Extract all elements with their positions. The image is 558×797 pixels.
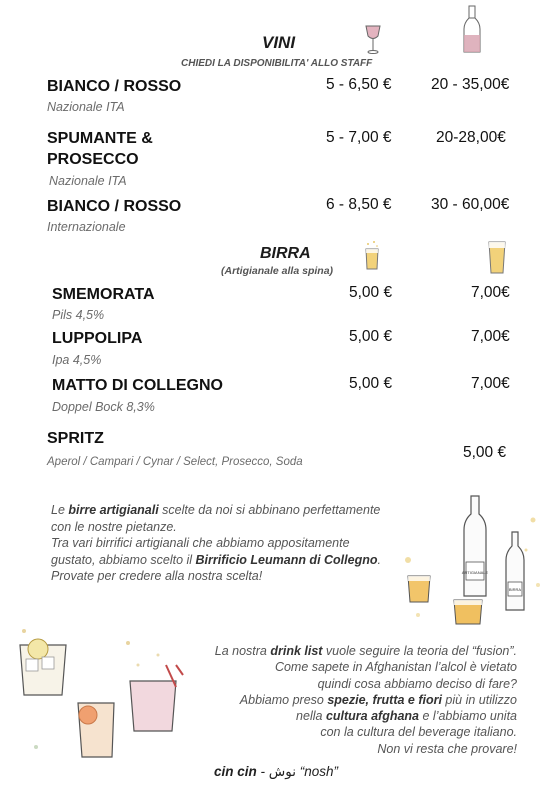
wine-bottle-price: 20-28,00€: [436, 129, 506, 146]
beer-large-price: 7,00€: [471, 328, 510, 345]
beer-large-price: 7,00€: [471, 284, 510, 301]
beer-small-price: 5,00 €: [349, 375, 393, 392]
beer-small-price: 5,00 €: [349, 328, 393, 345]
beer-large-price: 7,00€: [471, 375, 510, 392]
large-beer-glass-icon: [486, 240, 508, 276]
wine-glass-price: 5 - 7,00 €: [326, 129, 392, 146]
wine-bottle-price: 30 - 60,00€: [431, 196, 510, 213]
beer-item-name: MATTO DI COLLEGNO: [52, 377, 223, 394]
beer-item-desc: Doppel Bock 8,3%: [52, 400, 155, 414]
wine-item-name: BIANCO / ROSSO: [47, 78, 182, 95]
wine-item-desc: Internazionale: [47, 220, 126, 234]
wine-glass-price: 5 - 6,50 €: [326, 76, 392, 93]
spritz-name: SPRITZ: [47, 430, 104, 447]
section-subtitle-birra: (Artigianale alla spina): [221, 265, 334, 277]
wine-glass-price: 6 - 8,50 €: [326, 196, 392, 213]
wine-item-name-line2: PROSECCO: [47, 151, 139, 168]
footer-cheers: cin cin - نوش “nosh”: [214, 764, 339, 779]
beer-note: Le birre artigianali scelte da noi si abbinano perfettamente con le nostre pietanze. Tra vari birrifici artigianali che abbiamo appositamente gustato, abbiamo scelto il Birrificio Leumann di Collegno. Provate per credere alla nostra scelta!: [51, 503, 381, 583]
wine-item-desc: Nazionale ITA: [47, 100, 125, 114]
section-subtitle-vini: CHIEDI LA DISPONIBILITA' ALLO STAFF: [181, 58, 373, 69]
wine-item-name: SPUMANTE &: [47, 130, 153, 147]
small-beer-glass-icon: [362, 240, 382, 272]
bottle-label-b: BIRRA: [508, 587, 522, 592]
section-title-vini: VINI: [262, 33, 296, 52]
spritz-desc: Aperol / Campari / Cynar / Select, Prosecco, Soda: [47, 456, 303, 468]
beer-bottles-illustration: [398, 490, 550, 630]
wine-bottle-icon: [461, 5, 483, 55]
wine-bottle-price: 20 - 35,00€: [431, 76, 510, 93]
beer-item-desc: Ipa 4,5%: [52, 353, 102, 367]
wine-item-desc: Nazionale ITA: [49, 174, 127, 188]
beer-item-desc: Pils 4,5%: [52, 308, 105, 322]
beer-item-name: SMEMORATA: [52, 286, 155, 303]
bottle-label-a: ARTIGIANALE: [461, 570, 489, 575]
wine-glass-icon: [363, 24, 383, 56]
section-title-birra: BIRRA: [260, 245, 311, 262]
wine-item-name: BIANCO / ROSSO: [47, 198, 182, 215]
spritz-price: 5,00 €: [463, 444, 507, 461]
drink-note: La nostra drink list vuole seguire la teoria del “fusion”. Come sapete in Afghanistan l’alcol è vietato quindi cosa abbiamo deciso di fare? Abbiamo preso spezie, frutta e fiori più in utilizzo nella cultura afghana e l’abbiamo unita con la cultura del beverage italiano. Non vi resta che provare!: [214, 644, 517, 756]
beer-item-name: LUPPOLIPA: [52, 330, 143, 347]
beer-small-price: 5,00 €: [349, 284, 393, 301]
